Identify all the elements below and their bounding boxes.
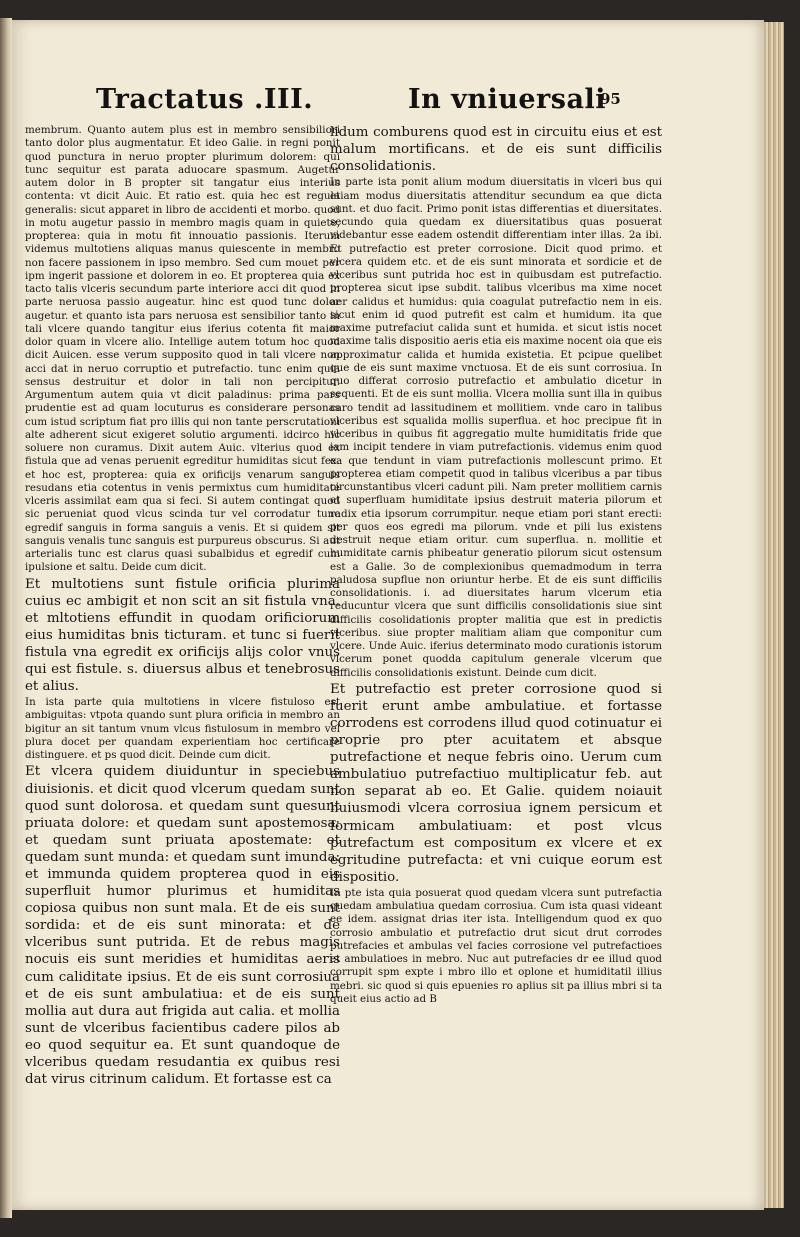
commentary-paragraph: membrum. Quanto autem plus est in membro sensibiliori tanto dolor plus augmentatur. Et ideo Galie. in regni ponit quod punctura in neruo propter plurimum dolorem: qui tunc sequitur est parata aduocare spasmum. Augetur autem dolor in B propter sit tangatur eius interius contenta: vt dicit Auic. Et ratio est. quia hec est regula generalis: sicut apparet in libro de accidenti et morbo. quod in motu augetur passio in membro magis quam in quiete, propterea: quia in motu fit innouatio passionis. Iterum videmus multotiens aliquas manus quiescente in membro non facere passionem in ipso membro. Sed cum mouet per ipm ingerit passione et dolorem in eo. Et propterea quia ex tacto talis vlceris secundum parte interiore acci dit quod in parte neruosa passio augeatur. hinc est quod tunc dolor augetur. et quanto ista pars neruosa est sensibilior tanto in tali vlcere quando tangitur eius iferius cotenta fit maior dolor quam in vlcere alio. Intellige autem totum hoc quod dicit Auicen. esse verum supposito quod in tali vlcere non acci dat in neruo corruptio et putrefactio. tunc enim quia sensus destruitur et dolor in tali non percipitur. Argumentum autem quia vt dicit paladinus: prima pars prudentie est ad quam locuturus es considerare personas cum istud scriptum fiat pro illis qui non tante perscrutationi alte adherent sicut exigeret solutio argumenti. idcirco hic soluere non curamus. Dixit autem Auic. vlterius quod ex fistula que ad venas peruenit egreditur humiditas sicut fex. et hoc est, propterea: quia ex orificijs venarum sanguis resudans etia cotentus in venis permixtus cum humiditate vlceris assimilat eam qua si feci. Si autem contingat quod sic perueniat quod vlcus scinda tur vel corrodatur tunc egredif sanguis in forma sanguis a venis. Et si quidem sit sanguis venalis tunc sanguis est purpureus obscurus. Si aut arterialis tunc est clarus quasi subalbidus et egredif cum ipulsione et saltu. Deide cum dicit. bbox=[25, 124, 340, 574]
book-fore-edge bbox=[764, 22, 784, 1208]
canon-text-paragraph: lidum comburens quod est in circuitu eius et est malum mortificans. et de eis sunt difficilis consolidationis. bbox=[330, 125, 662, 175]
canon-text-paragraph: Et vlcera quidem diuiduntur in speciebus diuisionis. et dicit quod vlcerum quedam sunt quod sunt dolorosa. et quedam sunt quesunt priuata dolore: et quedam sunt apostemosa: et quedam sunt priuata apostemate: et quedam sunt munda: et quedam sunt imunda: et immunda quidem propterea quod in eis superfluit humor plurimus et humiditas copiosa quibus non sunt mala. Et de eis sunt sordida: et de eis sunt minorata: et de vlceribus sunt putrida. Et de rebus magis nocuis eis sunt meridies et humiditas aeris cum caliditate ipsius. Et de eis sunt corrosiua et de eis sunt ambulatiua: et de eis sunt mollia aut dura aut frigida aut calia. et mollia sunt de vlceribus facientibus cadere pilos ab eo quod sequitur ea. Et sunt quandoque de vlceribus quedam resudantia ex quibus resi dat virus citrinum calidum. Et fortasse est ca bbox=[25, 764, 340, 1088]
right-text-column bbox=[330, 124, 662, 1006]
commentary-paragraph: In parte ista ponit alium modum diuersitatis in vlceri bus qui etiam modus diuersitatis attenditur secundum ea que dicta sunt. et duo facit. Primo ponit istas differentias et diuersitates. secundo quia quedam ex diuersitatibus quas posuerat videbantur esse eadem ostendit differentiam inter illas. 2a ibi. Et putrefactio est preter corrosione. Dicit quod primo. et vlcera quidem etc. et de eis sunt minorata et sordicie et de vlceribus sunt putrida hoc est in quibusdam est putrefactio. propterea sicut ipse subdit. talibus vlceribus ma xime nocet aer calidus et humidus: quia coagulat putrefactio nem in eis. sicut enim id quod putrefit est calm et humidum. ita que maxime putrefaciut calida sunt et humida. et sicut istis nocet maxime talis dispositio aeris etia eis maxime nocent oia que eis approximatur calida et humida existetia. Et pcipue quelibet que de eis sunt maxime vnctuosa. Et de eis sunt corrosiua. In quo differat corrosio putrefactio et ambulatio dicetur in sequenti. Et de eis sunt mollia. Vlcera mollia sunt illa in quibus caro tendit ad lassitudinem et mollitiem. vnde caro in talibus vlceribus est squalida mollis superflua. et hoc precipue fit in vlceribus in quibus fit aggregatio multe humiditatis fride que iam incipit tendere in viam putrefactionis. videmus enim quod ea que tendunt in viam putrefactionis mollescunt primo. Et propterea etiam competit quod in talibus vlceribus a par tibus circunstantibus vlceri cadunt pili. Nam preter mollitiem carnis et superfluam humiditate ipsius destruit materia pilorum et radix etia ipsorum corrumpitur. neque etiam pori stant erecti: per quos eos egredi ma pilorum. vnde et pili lus existens destruit neque etiam oritur. cum superflua. n. mollitie et humiditate carnis phibeatur generatio pilorum sicut ostensum est a Galie. 3o de complexionibus quemadmodum in terra paludosa supflue non oriuntur herbe. Et de eis sunt difficilis consolidationis. i. ad diuersitates harum vlcerum etia reducuntur vlcera que sunt difficilis consolidationis siue sint difficilis cosolidationis propter malitia que est in predictis vlceribus. siue propter malitiam aliam que componitur cum vlcere. Unde Auic. iferius determinato modo curationis istorum vlcerum ponet quodda capitulum generale vlcerum que difficilis consolidationis existunt. Deinde cum dicit. bbox=[330, 176, 662, 679]
commentary-paragraph: In ista parte quia multotiens in vlcere fistuloso est ambiguitas: vtpota quando sunt plura orificia in membro an bigitur an sit tantum vnum vlcus fistulosum in membro vel plura docet per quandam experientiam hoc certificare distinguere. et ps quod dicit. Deinde cum dicit. bbox=[25, 696, 340, 762]
running-head-left: Tractatus .III. bbox=[96, 84, 314, 115]
folio-number: 95 bbox=[600, 90, 621, 108]
book-page bbox=[12, 20, 764, 1210]
left-text-column bbox=[25, 124, 340, 1088]
commentary-paragraph: In pte ista quia posuerat quod quedam vlcera sunt putrefactia quedam ambulatiua quedam corrosiua. Cum ista quasi videant ee idem. assignat drias iter ista. Intelligendum quod ex quo corrosio ambulatio et putrefactio drut sicut drut corrodes putrefacies et ambulas vel facies corrosione vel putrefactioes et ambulatioes in mebro. Nuc aut putrefacies dr ee illud quod corrupit spm expte i mbro illo et oplone et humiditatil illius mebri. sic quod si quis epuenies ro aplius sit pa illius mbri si ta queit eius actio ad B bbox=[330, 886, 662, 1005]
canon-text-paragraph: Et multotiens sunt fistule orificia plurima cuius ec ambigit et non scit an sit fistula vna. et mltotiens effundit in quodam orificiorum eius humiditas bnis ticturam. et tunc si fuerit fistula vna egredit ex orificijs alijs color vnus qui est fistule. s. diuersus albus et tenebrosus et alius. bbox=[25, 576, 340, 695]
running-head-right: In vniuersali bbox=[408, 84, 606, 115]
canon-text-paragraph: Et putrefactio est preter corrosione quod si fuerit erunt ambe ambulatiue. et fortasse corrodens est corrodens illud quod cotinuatur ei proprie pro pter acuitatem et absque putrefactione et neque febris oino. Uerum cum ambulatiuo putrefactiuo multiplicatur feb. aut non separat ab eo. Et Galie. quidem noiauit huiusmodi vlcera corrosiua ignem persicum et formicam ambulatiuam: et post vlcus putrefactum est compositum ex vlcere et ex egritudine putrefacta: et vni cuique eorum est dispositio. bbox=[330, 681, 662, 885]
book-gutter-edge bbox=[0, 18, 12, 1218]
